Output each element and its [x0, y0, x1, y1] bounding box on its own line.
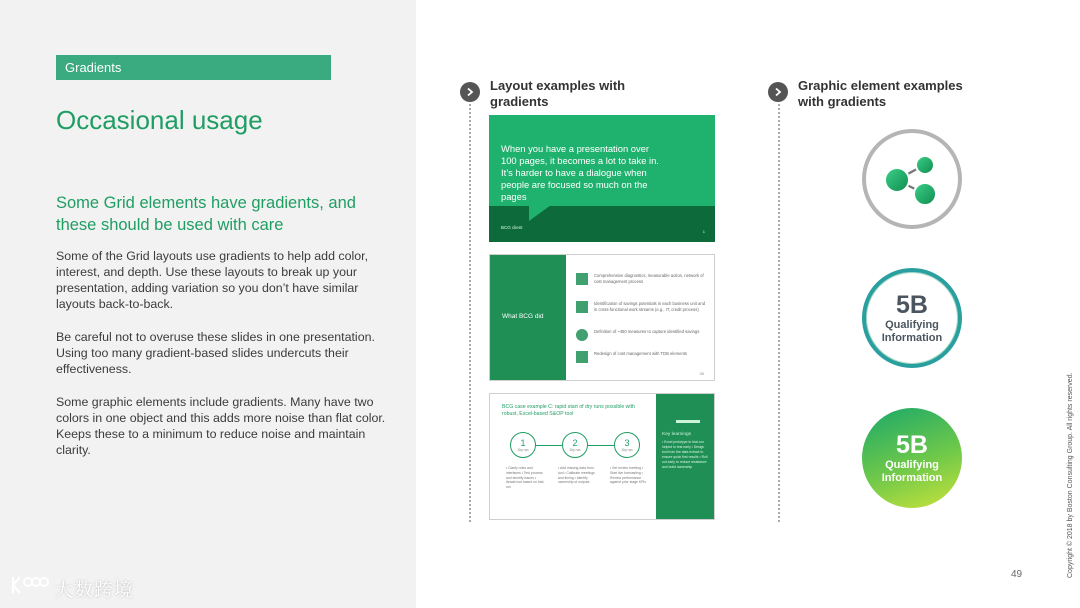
step-circle	[562, 432, 588, 458]
section-tag: Gradients	[56, 55, 331, 80]
watermark-logo-icon	[10, 573, 50, 603]
step-number: 2	[572, 437, 578, 448]
step-number: 3	[624, 437, 630, 448]
copyright-notice: Copyright © 2018 by Boston Consulting Group. All rights reserved.	[1067, 372, 1074, 578]
chevron-right-icon	[460, 82, 480, 102]
target-icon	[576, 329, 588, 341]
side-panel	[656, 394, 714, 519]
side-panel-heading: Key learnings	[662, 432, 692, 437]
list-item-text: Redesign of cost management with TDB elements	[594, 351, 688, 356]
chevron-right-icon	[768, 82, 788, 102]
list-item-text: Identification of savings potentials in each business unit and in cross-functional work streams (e.g., IT, credit process)	[594, 301, 706, 312]
step-list: • Clarify roles and interfaces • Test process and identify issues • Iterate tool based on trial-run	[506, 466, 545, 490]
thumb-page-number: 30	[699, 371, 704, 376]
side-panel	[490, 255, 566, 380]
chart-icon	[576, 273, 588, 285]
layout-example-what-bcg-did	[489, 254, 715, 381]
badge-label: Qualifying Information	[881, 459, 943, 484]
badge-label: Qualifying Information	[881, 319, 943, 344]
molecule-graphic	[862, 129, 962, 229]
side-panel-label: What BCG did	[502, 313, 544, 320]
quote-footer-label: BCG client	[501, 225, 523, 230]
watermark	[10, 574, 134, 602]
step-connector	[536, 445, 562, 446]
side-panel-text: • Excel prototype to trial-run helped to test early • Design tool from the data extract to ensure quick first results • Roll out early to reduce resistance and build ownership	[662, 440, 708, 469]
body-paragraph-1: Some of the Grid layouts use gradients to help add color, interest, and depth. Use these layouts to break up your presentation, adding variation so you don’t have similar layouts back-to-back.	[56, 249, 369, 311]
quote-footer-band	[489, 206, 715, 242]
step-number: 1	[520, 437, 526, 448]
graphics-divider-line	[778, 104, 780, 522]
page-number: 49	[1011, 569, 1023, 580]
list-item-text: Definition of ~450 measures to capture identified savings	[594, 329, 700, 334]
list-item	[576, 273, 706, 285]
layouts-column-title: Layout examples with gradients	[490, 78, 626, 109]
badge-number: 5B	[896, 431, 928, 459]
step-circle	[614, 432, 640, 458]
list-item-text: Comprehensive diagnostics, measurable action, network of cost management process	[594, 273, 704, 284]
accent-bar	[676, 420, 700, 423]
graphics-column-title: Graphic element examples with gradients	[798, 78, 963, 109]
quote-text: When you have a presentation over 100 pages, it becomes a lot to take in. It’s harder to have a dialogue when people are focused so much on the pages	[501, 143, 659, 202]
graphics-column-header	[768, 78, 968, 110]
step-list: • Add missing data from tool • Calibrate meetings and timing • Identify ownership of outputs	[558, 466, 595, 485]
badge-number: 5B	[896, 291, 928, 319]
molecule-icon	[877, 144, 947, 214]
step-label: Dry run	[569, 447, 581, 452]
qualifying-info-ring-badge	[862, 268, 962, 368]
page-subtitle: Some Grid elements have gradients, and these should be used with care	[56, 194, 356, 234]
left-panel	[0, 0, 416, 608]
step-connector	[588, 445, 614, 446]
body-paragraph-3: Some graphic elements include gradients. Many have two colors in one object and this adds more noise than flat color. Keeps these to a minimum to reduce noise and maintain clarity.	[56, 395, 386, 457]
scissors-icon	[576, 301, 588, 313]
grid-icon	[576, 351, 588, 363]
layouts-divider-line	[469, 104, 471, 522]
step-label: Dry run	[621, 447, 633, 452]
step-label: Dry run	[517, 447, 529, 452]
watermark-text: 大数跨境	[54, 579, 135, 601]
layouts-column-header	[460, 78, 630, 110]
case-title: BCG case example C: rapid start of dry runs possible with robust, Excel-based S&OP tool	[502, 404, 635, 417]
layout-example-case-study	[489, 393, 715, 520]
step-circle	[510, 432, 536, 458]
speech-pointer-icon	[529, 205, 551, 221]
step-list: • Set review meeting • Start live forecasting • Review performance against prior stage KPIs	[610, 466, 646, 485]
page-title: Occasional usage	[56, 105, 263, 135]
list-item	[576, 329, 706, 341]
thumb-page-number: 1	[702, 229, 705, 234]
list-item	[576, 301, 706, 313]
layout-example-quote-slide	[489, 115, 715, 242]
list-item	[576, 351, 706, 363]
body-paragraph-2: Be careful not to overuse these slides in one presentation. Using too many gradient-based slides undercuts their effectiveness.	[56, 330, 375, 376]
qualifying-info-filled-badge	[862, 408, 962, 508]
